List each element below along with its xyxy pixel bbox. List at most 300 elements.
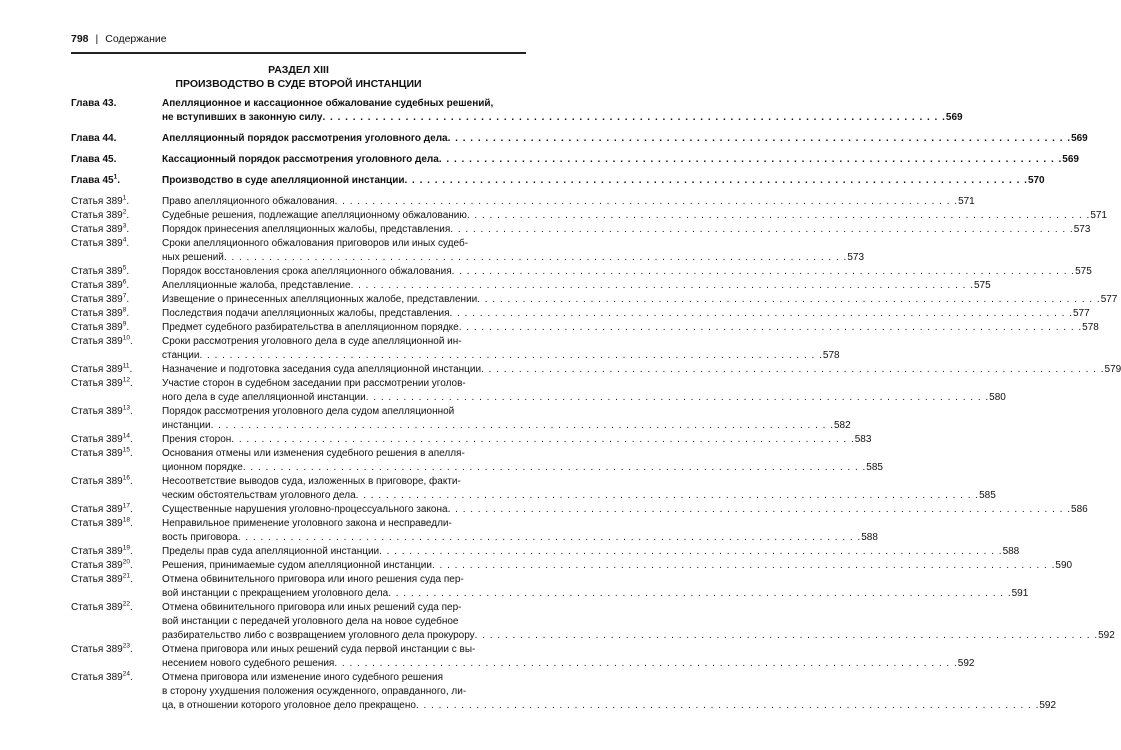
entry-label: [71, 475, 162, 503]
entry-title-text: Основания отмены или изменения судебного решения в апелля-: [162, 448, 465, 459]
entry-title-line: [162, 643, 526, 657]
entry-label-text: Статья 389: [71, 672, 123, 683]
entry-label-suffix: .: [126, 308, 130, 319]
entry-title: [162, 643, 975, 671]
entry-label-superscript: 22: [122, 600, 130, 608]
dot-leader: . . . . . . . . . . . . . . . . . . . . . . . . . . . . . . . . . . . . . . . . . . . . . . . . . . . . . . . . . . . . . . . . . . . . . . . . . . . . . . . . . . .: [334, 658, 958, 669]
entry-label-superscript: 17: [122, 502, 130, 510]
entry-label-text: Статья 389: [71, 504, 123, 515]
article-entry: [71, 558, 1073, 573]
entry-title: [162, 237, 865, 265]
dot-leader: . . . . . . . . . . . . . . . . . . . . . . . . . . . . . . . . . . . . . . . . . . . . . . . . . . . . . . . . . . . . . . . . . . . . . . . . . . . . . . . . . . .: [447, 504, 1072, 515]
entry-title-line: [162, 111, 963, 125]
entry-label-suffix: .: [129, 518, 133, 529]
entry-title-text: ных решений: [162, 252, 224, 263]
article-entry: [71, 474, 996, 503]
article-entry: [71, 208, 1107, 223]
entry-title: [162, 517, 878, 545]
article-entry: [71, 670, 1057, 713]
entry-title-line: [162, 209, 1107, 223]
entry-label: [71, 335, 162, 363]
entry-title-line: [162, 685, 526, 699]
entry-page-number: 583: [854, 434, 872, 445]
dot-leader: . . . . . . . . . . . . . . . . . . . . . . . . . . . . . . . . . . . . . . . . . . . . . . . . . . . . . . . . . . . . . . . . . . . . . . . . . . . . . . . . . . .: [355, 490, 980, 501]
article-entry: [71, 194, 975, 209]
entry-title: [162, 321, 1099, 335]
header-separator: |: [95, 33, 99, 45]
chapter-entry: [71, 132, 1088, 146]
entry-title: [162, 377, 1006, 405]
entry-label-superscript: 23: [122, 642, 130, 650]
entry-title-line: [162, 615, 526, 629]
entry-label: [71, 97, 162, 125]
entry-title-line: [162, 475, 526, 489]
article-entry: [71, 306, 1090, 321]
running-header: [71, 33, 167, 45]
entry-label-suffix: .: [126, 294, 130, 305]
entry-page-number: 588: [861, 532, 878, 543]
entry-title-line: [162, 503, 1088, 517]
entry-label-text: Статья 389: [71, 560, 123, 571]
entry-page-number: 592: [1098, 630, 1115, 641]
entry-label: [71, 237, 162, 265]
entry-title-line: [162, 461, 883, 475]
entry-title-line: [162, 195, 975, 209]
entry-label: [71, 377, 162, 405]
entry-label-suffix: .: [129, 378, 133, 389]
entry-label: [71, 223, 162, 237]
entry-label: [71, 545, 162, 559]
entry-label: [71, 195, 162, 209]
entry-title: [162, 153, 1079, 167]
entry-label: [71, 573, 162, 601]
article-entry: [71, 222, 1091, 237]
entry-title: [162, 307, 1090, 321]
entry-label-text: Статья 389: [71, 294, 123, 305]
entry-title-text: Последствия подачи апелляционных жалобы, представления: [162, 308, 450, 319]
entry-page-number: 592: [1039, 700, 1057, 711]
entry-label: [71, 307, 162, 321]
entry-title-text: Извещение о принесенных апелляционных жалобе, представлении: [162, 294, 478, 305]
entry-label-text: Глава 43.: [71, 98, 117, 109]
chapter-entry: [71, 97, 963, 125]
entry-label-text: Статья 389: [71, 308, 123, 319]
entry-title: [162, 174, 1045, 188]
entry-label-suffix: .: [129, 574, 133, 585]
dot-leader: . . . . . . . . . . . . . . . . . . . . . . . . . . . . . . . . . . . . . . . . . . . . . . . . . . . . . . . . . . . . . . . . . . . . . . . . . . . . . . . . . . .: [388, 588, 1012, 599]
entry-label-superscript: 15: [122, 446, 130, 454]
entry-title-text: Назначение и подготовка заседания суда апелляционной инстанции: [162, 364, 482, 375]
entry-label-superscript: 1: [122, 194, 127, 202]
entry-label-text: Статья 389: [71, 574, 123, 585]
entry-title-line: [162, 699, 1057, 713]
entry-label: [71, 559, 162, 573]
article-entry: [71, 502, 1088, 517]
article-entry: [71, 516, 878, 545]
entry-title-line: [162, 587, 1029, 601]
chapter-entry: [71, 173, 1045, 188]
entry-label-suffix: .: [126, 280, 130, 291]
entry-title: [162, 209, 1107, 223]
running-title: Содержание: [105, 33, 167, 45]
entry-title-text: Предмет судебного разбирательства в апелляционном порядке: [162, 322, 459, 333]
entry-title-line: [162, 377, 526, 391]
entry-title-line: [162, 559, 1073, 573]
entry-title: [162, 545, 1020, 559]
entry-label-text: Статья 389: [71, 378, 123, 389]
entry-label-text: Глава 45.: [71, 154, 117, 165]
dot-leader: . . . . . . . . . . . . . . . . . . . . . . . . . . . . . . . . . . . . . . . . . . . . . . . . . . . . . . . . . . . . . . . . . . . . . . . . . . . . . . . . . . .: [415, 700, 1040, 711]
entry-page-number: 585: [866, 462, 883, 473]
entry-page-number: 585: [979, 490, 996, 501]
entry-title: [162, 573, 1029, 601]
page-number: 798: [71, 33, 89, 45]
entry-title: [162, 223, 1091, 237]
entry-title-text: ного дела в суде апелляционной инстанции: [162, 392, 366, 403]
entry-label: [71, 293, 162, 307]
entry-page-number: 571: [1090, 210, 1107, 221]
dot-leader: . . . . . . . . . . . . . . . . . . . . . . . . . . . . . . . . . . . . . . . . . . . . . . . . . . . . . . . . . . . . . . . . . . . . . . . . . . . . . . . . . . .: [477, 294, 1101, 305]
entry-page-number: 577: [1100, 294, 1118, 305]
section-heading: [71, 63, 526, 91]
entry-title-line: [162, 132, 1088, 146]
entry-label-superscript: 5: [122, 264, 127, 272]
entry-label-text: Статья 389: [71, 434, 123, 445]
article-entry: [71, 264, 1092, 279]
entry-page-number: 579: [1104, 364, 1121, 375]
entry-label-text: Глава 45: [71, 175, 114, 186]
dot-leader: . . . . . . . . . . . . . . . . . . . . . . . . . . . . . . . . . . . . . . . . . . . . . . . . . . . . . . . . . . . . . . . . . . . . . . . . . . . . . . . . . . .: [334, 196, 959, 207]
article-entry: [71, 362, 1121, 377]
article-entry: [71, 292, 1118, 307]
dot-leader: . . . . . . . . . . . . . . . . . . . . . . . . . . . . . . . . . . . . . . . . . . . . . . . . . . . . . . . . . . . . . . . . . . . . . . . . . . . . . . . . . . .: [210, 420, 834, 431]
entry-label-text: Статья 389: [71, 364, 123, 375]
entry-title-text: Отмена приговора или иных решений суда первой инстанции с вы-: [162, 644, 476, 655]
section-title: РАЗДЕЛ XIII: [268, 64, 329, 76]
entry-label: [71, 405, 162, 433]
entry-title-text: не вступивших в законную силу: [162, 112, 323, 123]
dot-leader: . . . . . . . . . . . . . . . . . . . . . . . . . . . . . . . . . . . . . . . . . . . . . . . . . . . . . . . . . . . . . . . . . . . . . . . . . . . . . . . . . . .: [242, 462, 867, 473]
entry-label-text: Статья 389: [71, 238, 123, 249]
entry-title-text: Сроки апелляционного обжалования приговоров или иных судеб-: [162, 238, 469, 249]
entry-label-text: Статья 389: [71, 322, 123, 333]
dot-leader: . . . . . . . . . . . . . . . . . . . . . . . . . . . . . . . . . . . . . . . . . . . . . . . . . . . . . . . . . . . . . . . . . . . . . . . . . . . . . . . . . . .: [458, 322, 1083, 333]
dot-leader: . . . . . . . . . . . . . . . . . . . . . . . . . . . . . . . . . . . . . . . . . . . . . . . . . . . . . . . . . . . . . . . . . . . . . . . . . . . . . . . . . . .: [322, 112, 946, 123]
entry-label-suffix: .: [126, 238, 130, 249]
entry-title-text: Несоответствие выводов суда, изложенных в приговоре, факти-: [162, 476, 461, 487]
entry-title-line: [162, 517, 526, 531]
entry-label-text: Статья 389: [71, 224, 123, 235]
entry-label-superscript: 20: [122, 558, 130, 566]
entry-page-number: 577: [1072, 308, 1090, 319]
entry-title-line: [162, 447, 526, 461]
entry-title-line: [162, 363, 1121, 377]
entry-label-superscript: 7: [122, 292, 127, 300]
entry-label-text: Статья 389: [71, 518, 123, 529]
entry-label-superscript: 3: [122, 222, 127, 230]
entry-title-text: ционном порядке: [162, 462, 243, 473]
entry-title: [162, 671, 1057, 713]
entry-page-number: 569: [945, 112, 963, 123]
entry-label-superscript: 6: [122, 278, 127, 286]
entry-label: [71, 132, 162, 146]
entry-title-text: инстанции: [162, 420, 211, 431]
table-of-contents: [71, 97, 1121, 713]
entry-title-line: [162, 335, 526, 349]
dot-leader: . . . . . . . . . . . . . . . . . . . . . . . . . . . . . . . . . . . . . . . . . . . . . . . . . . . . . . . . . . . . . . . . . . . . . . . . . . . . . . . . . . .: [379, 546, 1003, 557]
entry-title-line: [162, 657, 975, 671]
entry-label: [71, 503, 162, 517]
entry-title-text: Порядок рассмотрения уголовного дела судом апелляционной: [162, 406, 455, 417]
entry-label-superscript: 21: [122, 572, 130, 580]
entry-page-number: 591: [1011, 588, 1029, 599]
entry-page-number: 573: [1073, 224, 1091, 235]
dot-leader: . . . . . . . . . . . . . . . . . . . . . . . . . . . . . . . . . . . . . . . . . . . . . . . . . . . . . . . . . . . . . . . . . . . . . . . . . . . . . . . . . . .: [350, 280, 974, 291]
entry-label-superscript: 19: [122, 544, 130, 552]
article-entry: [71, 376, 1006, 405]
entry-page-number: 582: [834, 420, 851, 431]
entry-title-text: вость приговора: [162, 532, 238, 543]
entry-label-text: Статья 389: [71, 406, 123, 417]
entry-title-text: Апелляционный порядок рассмотрения уголовного дела: [162, 133, 448, 144]
article-entry: [71, 278, 991, 293]
entry-title-line: [162, 223, 1091, 237]
article-entry: [71, 432, 872, 447]
entry-title-text: Апелляционное и кассационное обжалование судебных решений,: [162, 98, 494, 109]
entry-label-suffix: .: [129, 560, 133, 571]
entry-title-text: Существенные нарушения уголовно-процессуального закона: [162, 504, 448, 515]
entry-page-number: 569: [1071, 133, 1088, 144]
entry-label-suffix: .: [126, 210, 130, 221]
entry-label-suffix: .: [126, 224, 130, 235]
dot-leader: . . . . . . . . . . . . . . . . . . . . . . . . . . . . . . . . . . . . . . . . . . . . . . . . . . . . . . . . . . . . . . . . . . . . . . . . . . . . . . . . . . .: [231, 434, 855, 445]
entry-label-superscript: 4: [122, 236, 127, 244]
entry-title-text: Сроки рассмотрения уголовного дела в суде апелляционной ин-: [162, 336, 462, 347]
entry-label-text: Статья 389: [71, 602, 123, 613]
entry-title-text: Кассационный порядок рассмотрения уголовного дела: [162, 154, 439, 165]
entry-label-superscript: 13: [122, 404, 130, 412]
entry-title-line: [162, 489, 996, 503]
entry-title: [162, 405, 851, 433]
entry-title-text: Порядок восстановления срока апелляционного обжалования: [162, 266, 452, 277]
entry-label-text: Глава 44.: [71, 133, 117, 144]
entry-label: [71, 279, 162, 293]
entry-title: [162, 97, 963, 125]
entry-title-text: Участие сторон в судебном заседании при рассмотрении уголов-: [162, 378, 466, 389]
entry-title-text: Решения, принимаемые судом апелляционной инстанции: [162, 560, 432, 571]
entry-label-suffix: .: [129, 448, 133, 459]
entry-label-suffix: .: [129, 336, 133, 347]
entry-title-text: Отмена обвинительного приговора или иного решения суда пер-: [162, 574, 464, 585]
article-entry: [71, 334, 840, 363]
entry-label: [71, 433, 162, 447]
entry-title-text: несением нового судебного решения: [162, 658, 335, 669]
entry-label-text: Статья 389: [71, 280, 123, 291]
entry-title-line: [162, 321, 1099, 335]
dot-leader: . . . . . . . . . . . . . . . . . . . . . . . . . . . . . . . . . . . . . . . . . . . . . . . . . . . . . . . . . . . . . . . . . . . . . . . . . . . . . . . . . . .: [450, 224, 1074, 235]
entry-title-line: [162, 391, 1006, 405]
entry-title-line: [162, 293, 1118, 307]
dot-leader: . . . . . . . . . . . . . . . . . . . . . . . . . . . . . . . . . . . . . . . . . . . . . . . . . . . . . . . . . . . . . . . . . . . . . . . . . . . . . . . . . . .: [431, 560, 1056, 571]
entry-label-suffix: .: [126, 322, 130, 333]
entry-title: [162, 293, 1118, 307]
dot-leader: . . . . . . . . . . . . . . . . . . . . . . . . . . . . . . . . . . . . . . . . . . . . . . . . . . . . . . . . . . . . . . . . . . . . . . . . . . . . . . . . . . .: [365, 392, 990, 403]
entry-label: [71, 517, 162, 545]
entry-label: [71, 209, 162, 223]
dot-leader: . . . . . . . . . . . . . . . . . . . . . . . . . . . . . . . . . . . . . . . . . . . . . . . . . . . . . . . . . . . . . . . . . . . . . . . . . . . . . . . . . . .: [223, 252, 848, 263]
entry-title: [162, 447, 883, 475]
entry-label-suffix: .: [129, 672, 133, 683]
entry-title-line: [162, 419, 851, 433]
entry-label-superscript: 1: [113, 173, 118, 181]
entry-label: [71, 601, 162, 643]
article-entry: [71, 236, 865, 265]
entry-label-superscript: 9: [122, 320, 127, 328]
entry-label-superscript: 2: [122, 208, 127, 216]
entry-title-text: ческим обстоятельствам уголовного дела: [162, 490, 356, 501]
entry-label-superscript: 24: [122, 670, 130, 678]
entry-title-text: Отмена приговора или изменение иного судебного решения: [162, 672, 443, 683]
entry-label-suffix: .: [129, 476, 133, 487]
entry-label-suffix: .: [129, 546, 133, 557]
article-entry: [71, 320, 1099, 335]
dot-leader: . . . . . . . . . . . . . . . . . . . . . . . . . . . . . . . . . . . . . . . . . . . . . . . . . . . . . . . . . . . . . . . . . . . . . . . . . . . . . . . . . . .: [451, 266, 1076, 277]
entry-label-suffix: .: [129, 644, 133, 655]
entry-label-text: Статья 389: [71, 546, 123, 557]
entry-label-text: Статья 389: [71, 644, 123, 655]
section-subtitle: ПРОИЗВОДСТВО В СУДЕ ВТОРОЙ ИНСТАНЦИИ: [175, 78, 422, 90]
dot-leader: . . . . . . . . . . . . . . . . . . . . . . . . . . . . . . . . . . . . . . . . . . . . . . . . . . . . . . . . . . . . . . . . . . . . . . . . . . . . . . . . . . .: [447, 133, 1072, 144]
entry-title-text: Пределы прав суда апелляционной инстанции: [162, 546, 380, 557]
entry-title-line: [162, 349, 840, 363]
entry-title-line: [162, 279, 991, 293]
entry-label-text: Статья 389: [71, 336, 123, 347]
entry-title-text: Производство в суде апелляционной инстанции: [162, 175, 405, 186]
entry-title-line: [162, 601, 526, 615]
entry-title-line: [162, 405, 526, 419]
dot-leader: . . . . . . . . . . . . . . . . . . . . . . . . . . . . . . . . . . . . . . . . . . . . . . . . . . . . . . . . . . . . . . . . . . . . . . . . . . . . . . . . . . .: [474, 630, 1099, 641]
entry-label-superscript: 11: [122, 362, 130, 370]
entry-label: [71, 671, 162, 713]
dot-leader: . . . . . . . . . . . . . . . . . . . . . . . . . . . . . . . . . . . . . . . . . . . . . . . . . . . . . . . . . . . . . . . . . . . . . . . . . . . . . . . . . . .: [199, 350, 823, 361]
entry-title: [162, 601, 1115, 643]
entry-title-text: в сторону ухудшения положения осужденного, оправданного, ли-: [162, 686, 467, 697]
entry-title-line: [162, 629, 1115, 643]
entry-title: [162, 279, 991, 293]
entry-page-number: 573: [847, 252, 865, 263]
entry-label-superscript: 10: [122, 334, 130, 342]
entry-label: [71, 174, 162, 188]
entry-label-suffix: .: [129, 364, 133, 375]
entry-title-line: [162, 237, 526, 251]
entry-page-number: 578: [822, 350, 840, 361]
entry-title-text: Апелляционные жалоба, представление: [162, 280, 351, 291]
dot-leader: . . . . . . . . . . . . . . . . . . . . . . . . . . . . . . . . . . . . . . . . . . . . . . . . . . . . . . . . . . . . . . . . . . . . . . . . . . . . . . . . . . .: [438, 154, 1063, 165]
entry-title: [162, 475, 996, 503]
entry-title-line: [162, 153, 1079, 167]
entry-title: [162, 433, 872, 447]
entry-title-text: Судебные решения, подлежащие апелляционному обжалованию: [162, 210, 467, 221]
entry-title-text: Отмена обвинительного приговора или иных решений суда пер-: [162, 602, 462, 613]
entry-title-text: Прения сторон: [162, 434, 232, 445]
entry-title: [162, 265, 1092, 279]
entry-label-suffix: .: [129, 434, 133, 445]
entry-label-text: Статья 389: [71, 448, 123, 459]
entry-label-suffix: .: [117, 175, 120, 186]
entry-page-number: 571: [958, 196, 975, 207]
entry-page-number: 590: [1055, 560, 1073, 571]
entry-title-text: Порядок принесения апелляционных жалобы, представления: [162, 224, 451, 235]
article-entry: [71, 572, 1029, 601]
entry-label: [71, 265, 162, 279]
entry-title: [162, 195, 975, 209]
entry-title: [162, 132, 1088, 146]
entry-label-suffix: .: [129, 602, 133, 613]
dot-leader: . . . . . . . . . . . . . . . . . . . . . . . . . . . . . . . . . . . . . . . . . . . . . . . . . . . . . . . . . . . . . . . . . . . . . . . . . . . . . . . . . . .: [449, 308, 1073, 319]
chapter-entry: [71, 153, 1079, 167]
article-entry: [71, 642, 975, 671]
article-entry: [71, 446, 883, 475]
header-rule: [71, 52, 526, 54]
entry-title-line: [162, 671, 526, 685]
entry-label-superscript: 14: [122, 432, 130, 440]
entry-label-text: Статья 389: [71, 266, 123, 277]
entry-label: [71, 643, 162, 671]
entry-title-line: [162, 531, 878, 545]
dot-leader: . . . . . . . . . . . . . . . . . . . . . . . . . . . . . . . . . . . . . . . . . . . . . . . . . . . . . . . . . . . . . . . . . . . . . . . . . . . . . . . . . . .: [237, 532, 862, 543]
entry-label: [71, 363, 162, 377]
entry-page-number: 575: [1075, 266, 1092, 277]
article-entry: [71, 600, 1115, 643]
entry-page-number: 580: [989, 392, 1006, 403]
entry-label: [71, 321, 162, 335]
entry-title-line: [162, 97, 526, 111]
entry-page-number: 592: [957, 658, 975, 669]
entry-title-line: [162, 433, 872, 447]
entry-title-line: [162, 573, 526, 587]
entry-title-line: [162, 545, 1020, 559]
entry-page-number: 570: [1027, 175, 1045, 186]
entry-label: [71, 447, 162, 475]
entry-title-line: [162, 307, 1090, 321]
entry-title-text: Неправильное применение уголовного закона и несправедли-: [162, 518, 452, 529]
entry-label-suffix: .: [129, 406, 133, 417]
entry-title: [162, 335, 840, 363]
entry-page-number: 578: [1082, 322, 1099, 333]
entry-label-suffix: .: [126, 266, 130, 277]
entry-label-suffix: .: [129, 504, 133, 515]
entry-label-suffix: .: [126, 196, 130, 207]
dot-leader: . . . . . . . . . . . . . . . . . . . . . . . . . . . . . . . . . . . . . . . . . . . . . . . . . . . . . . . . . . . . . . . . . . . . . . . . . . . . . . . . . . .: [466, 210, 1091, 221]
entry-label-superscript: 16: [122, 474, 130, 482]
article-entry: [71, 544, 1020, 559]
entry-page-number: 575: [974, 280, 991, 291]
entry-title-line: [162, 251, 865, 265]
dot-leader: . . . . . . . . . . . . . . . . . . . . . . . . . . . . . . . . . . . . . . . . . . . . . . . . . . . . . . . . . . . . . . . . . . . . . . . . . . . . . . . . . . .: [481, 364, 1105, 375]
entry-title-line: [162, 174, 1045, 188]
entry-page-number: 586: [1071, 504, 1088, 515]
entry-label-text: Статья 389: [71, 476, 123, 487]
entry-title: [162, 559, 1073, 573]
entry-title-line: [162, 265, 1092, 279]
entry-label-text: Статья 389: [71, 210, 123, 221]
entry-title-text: вой инстанции с передачей уголовного дела на новое судебное: [162, 616, 459, 627]
article-entry: [71, 404, 851, 433]
entry-page-number: 569: [1062, 154, 1079, 165]
dot-leader: . . . . . . . . . . . . . . . . . . . . . . . . . . . . . . . . . . . . . . . . . . . . . . . . . . . . . . . . . . . . . . . . . . . . . . . . . . . . . . . . . . .: [404, 175, 1028, 186]
entry-title: [162, 363, 1121, 377]
entry-label: [71, 153, 162, 167]
